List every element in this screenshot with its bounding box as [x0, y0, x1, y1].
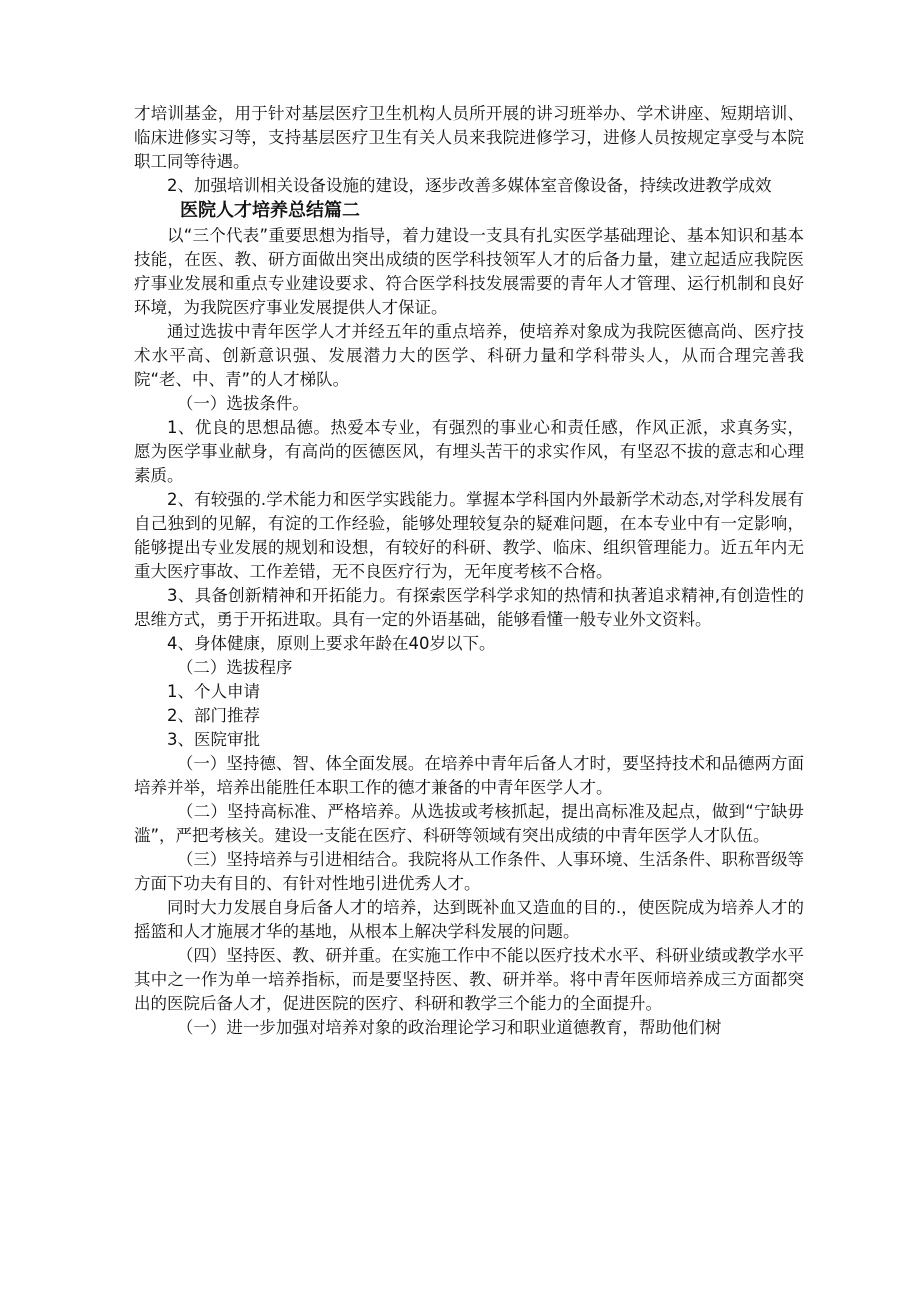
principle-item-4: （四）坚持医、教、研并重。在实施工作中不能以医疗技术水平、科研业绩或教学水平其中之一作为单一培养指标，而是要坚持医、教、研并举。将中青年医师培养成三方面都突出的医院后备人才，促进医院的医疗、科研和教学三个能力的全面提升。: [134, 946, 804, 1013]
criteria-item-3: 3、具备创新精神和开拓能力。有探索医学科学求知的热情和执著追求精神,有创造性的思维方式，勇于开拓进取。具有一定的外语基础，能够看懂一般专业外文资料。: [134, 586, 804, 629]
paragraph-1: 才培训基金，用于针对基层医疗卫生机构人员所开展的讲习班举办、学术讲座、短期培训、临床进修实习等，支持基层医疗卫生有关人员来我院进修学习，进修人员按规定享受与本院职工同等待遇。: [134, 104, 804, 171]
paragraph-4: 通过选拔中青年医学人才并经五年的重点培养，使培养对象成为我院医德高尚、医疗技术水平高、创新意识强、发展潜力大的医学、科研力量和学科带头人，从而合理完善我院“老、中、青”的人才梯队。: [134, 322, 804, 389]
paragraph-2: 2、加强培训相关设备设施的建设，逐步改善多媒体室音像设备，持续改进教学成效: [167, 176, 772, 195]
subheading-selection-criteria: （一）选拔条件。: [176, 394, 309, 413]
criteria-item-1: 1、优良的思想品德。热爱本专业，有强烈的事业心和责任感，作风正派，求真务实，愿为医学事业献身，有高尚的医德医风，有埋头苦干的求实作风，有坚忍不拔的意志和心理素质。: [134, 418, 804, 485]
principle-item-1: （一）坚持德、智、体全面发展。在培养中青年后备人才时，要坚持技术和品德两方面培养并举，培养出能胜任本职工作的德才兼备的中青年医学人才。: [134, 754, 804, 797]
principle-item-3: （三）坚持培养与引进相结合。我院将从工作条件、人事环境、生活条件、职称晋级等方面下功夫有目的、有针对性地引进优秀人才。: [134, 850, 804, 893]
procedure-item-2: 2、部门推荐: [167, 706, 260, 725]
subheading-selection-procedure: （二）选拔程序: [176, 658, 293, 677]
document-page: [134, 102, 804, 1040]
principle-item-2: （二）坚持高标准、严格培养。从选拔或考核抓起，提出高标准及起点，做到“宁缺毋滥”，严把考核关。建设一支能在医疗、科研等领域有突出成绩的中青年医学人才队伍。: [134, 802, 804, 845]
criteria-item-2: 2、有较强的.学术能力和医学实践能力。掌握本学科国内外最新学术动态,对学科发展有自己独到的见解，有淀的工作经验，能够处理较复杂的疑难问题，在本专业中有一定影响，能够提出专业发展的规划和设想，有较好的科研、教学、临床、组织管理能力。近五年内无重大医疗事故、工作差错，无不良医疗行为，无年度考核不合格。: [134, 490, 804, 581]
paragraph-3: 以“三个代表”重要思想为指导，着力建设一支具有扎实医学基础理论、基本知识和基本技能，在医、教、研方面做出突出成绩的医学科技领军人才的后备力量，建立起适应我院医疗事业发展和重点专业建设要求、符合医学科技发展需要的青年人才管理、运行机制和良好环境，为我院医疗事业发展提供人才保证。: [134, 226, 804, 317]
section-heading: 医院人才培养总结篇二: [180, 200, 360, 221]
procedure-item-3: 3、医院审批: [167, 730, 260, 749]
procedure-item-1: 1、个人申请: [167, 682, 260, 701]
measure-item-1: （一）进一步加强对培养对象的政治理论学习和职业道德教育，帮助他们树: [176, 1018, 722, 1037]
paragraph-continuation: 同时大力发展自身后备人才的培养，达到既补血又造血的目的.，使医院成为培养人才的摇篮和人才施展才华的基地，从根本上解决学科发展的问题。: [134, 898, 804, 941]
criteria-item-4: 4、身体健康，原则上要求年龄在40岁以下。: [167, 634, 496, 653]
